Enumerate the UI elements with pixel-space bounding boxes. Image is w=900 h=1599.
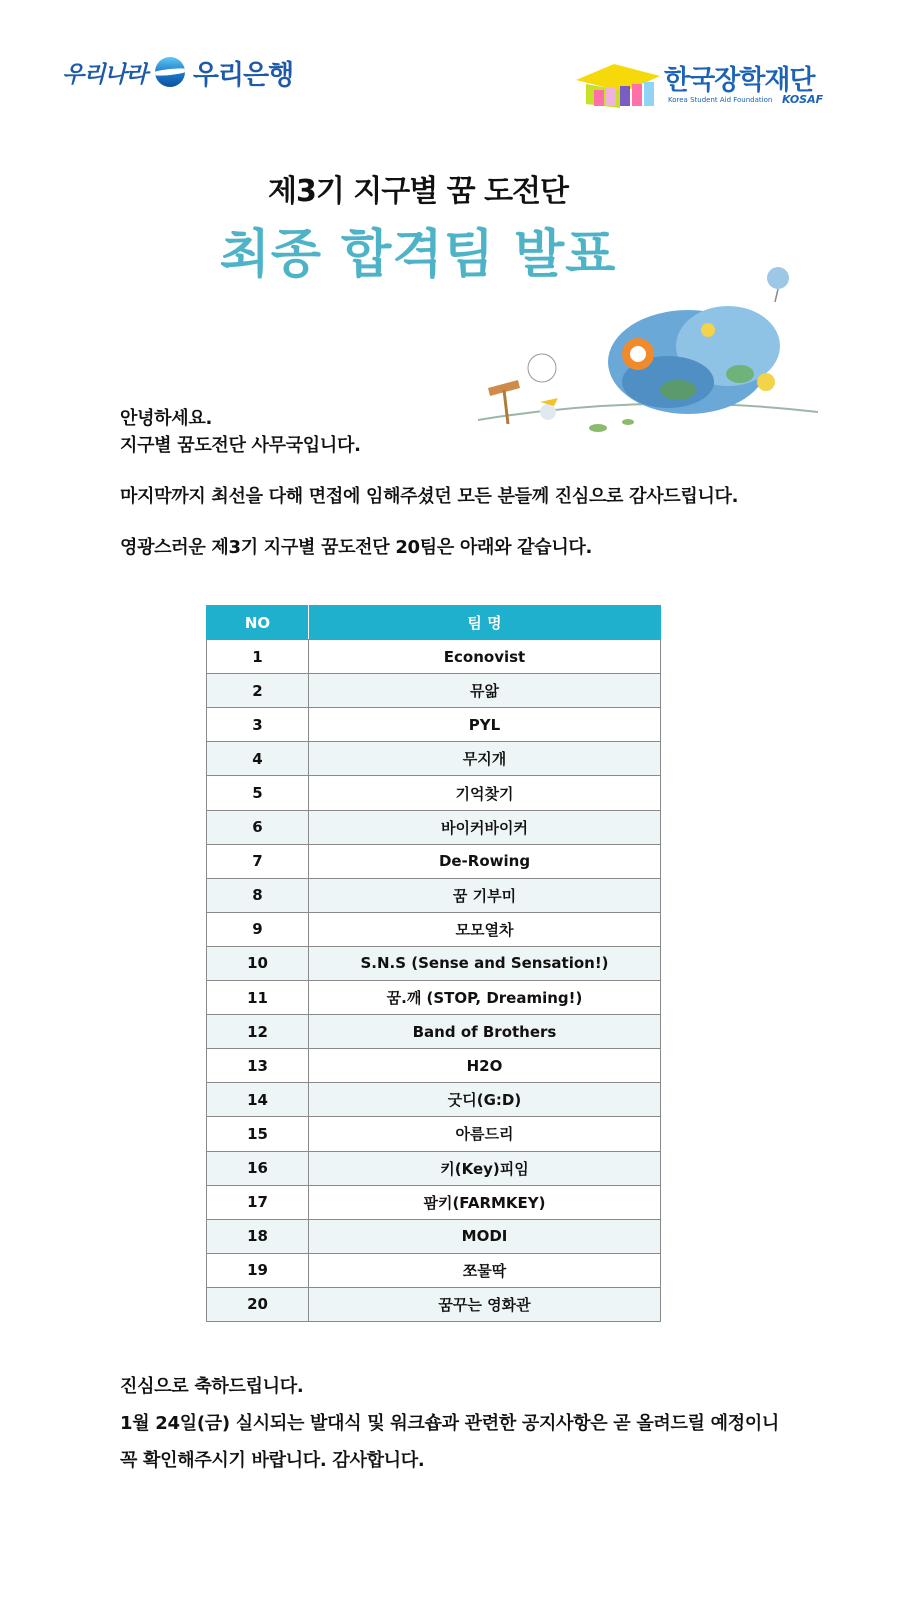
notice-text-line2: 꼭 확인해주시기 바랍니다. 감사합니다.: [120, 1450, 425, 1471]
header-team-name: 팀 명: [309, 606, 661, 640]
team-name: MODI: [309, 1219, 661, 1253]
team-number: 15: [207, 1117, 309, 1151]
table-row: [207, 844, 661, 878]
table-row: [207, 1185, 661, 1219]
page-title: 최종 합격팀 발표: [219, 225, 617, 285]
team-name: 모모열차: [309, 912, 661, 946]
woori-bank-name: 우리은행: [192, 59, 294, 91]
team-number: 5: [207, 776, 309, 810]
table-row: [207, 1015, 661, 1049]
table-row: [207, 1049, 661, 1083]
sender-text: 지구별 꿈도전단 사무국입니다.: [120, 435, 361, 456]
table-row: [207, 1287, 661, 1321]
woori-slogan: 우리나라: [62, 60, 147, 88]
team-name: 쪼물딱: [309, 1253, 661, 1287]
announce-text: 영광스러운 제3기 지구별 꿈도전단 20팀은 아래와 같습니다.: [120, 537, 593, 558]
team-name: H2O: [309, 1049, 661, 1083]
kosaf-logo: [576, 58, 826, 110]
table-row: [207, 708, 661, 742]
team-rows: [207, 640, 661, 1322]
dream-planet-illustration: [478, 262, 818, 442]
team-name: 꿈꾸는 영화관: [309, 1287, 661, 1321]
team-number: 8: [207, 878, 309, 912]
header-no: NO: [207, 606, 309, 640]
table-row: [207, 1117, 661, 1151]
table-row: [207, 878, 661, 912]
team-number: 3: [207, 708, 309, 742]
table-row: [207, 946, 661, 980]
team-number: 1: [207, 640, 309, 674]
team-number: 2: [207, 674, 309, 708]
table-row: [207, 1151, 661, 1185]
kosaf-abbreviation: KOSAF: [782, 93, 824, 106]
team-name: De-Rowing: [309, 844, 661, 878]
table-row: [207, 1083, 661, 1117]
team-name: 무지개: [309, 742, 661, 776]
table-row: [207, 1219, 661, 1253]
team-number: 13: [207, 1049, 309, 1083]
team-name: 뮤앎: [309, 674, 661, 708]
kosaf-english-name: Korea Student Aid Foundation: [668, 96, 773, 104]
team-results-table: [206, 605, 661, 1322]
table-row: [207, 742, 661, 776]
table-header-row: [207, 606, 661, 640]
woori-bank-logo: [62, 52, 293, 92]
congrats-text: 진심으로 축하드립니다.: [120, 1376, 304, 1397]
team-name: 바이커바이커: [309, 810, 661, 844]
notice-text-line1: 1월 24일(금) 실시되는 발대식 및 워크숍과 관련한 공지사항은 곧 올려드릴 예정이니: [120, 1413, 780, 1434]
team-number: 6: [207, 810, 309, 844]
team-name: PYL: [309, 708, 661, 742]
team-number: 18: [207, 1219, 309, 1253]
team-number: 20: [207, 1287, 309, 1321]
kosaf-house-icon: [576, 62, 660, 110]
table-row: [207, 912, 661, 946]
team-name: 꿈 기부미: [309, 878, 661, 912]
greeting-text: 안녕하세요.: [120, 408, 212, 429]
team-number: 11: [207, 981, 309, 1015]
team-name: Econovist: [309, 640, 661, 674]
team-name: 굿디(G:D): [309, 1083, 661, 1117]
woori-emblem-icon: [155, 57, 185, 87]
team-name: 기억찾기: [309, 776, 661, 810]
team-name: 아름드리: [309, 1117, 661, 1151]
table-row: [207, 810, 661, 844]
team-number: 12: [207, 1015, 309, 1049]
table-row: [207, 981, 661, 1015]
table-row: [207, 640, 661, 674]
team-name: 키(Key)피임: [309, 1151, 661, 1185]
team-number: 17: [207, 1185, 309, 1219]
table-row: [207, 674, 661, 708]
thanks-text: 마지막까지 최선을 다해 면접에 임해주셨던 모든 분들께 진심으로 감사드립니다.: [120, 486, 739, 507]
kosaf-name: 한국장학재단: [664, 65, 815, 96]
team-name: Band of Brothers: [309, 1015, 661, 1049]
team-number: 16: [207, 1151, 309, 1185]
team-number: 10: [207, 946, 309, 980]
team-number: 9: [207, 912, 309, 946]
team-name: 꿈.깨 (STOP, Dreaming!): [309, 981, 661, 1015]
table-row: [207, 1253, 661, 1287]
team-number: 4: [207, 742, 309, 776]
table-row: [207, 776, 661, 810]
team-number: 7: [207, 844, 309, 878]
team-name: S.N.S (Sense and Sensation!): [309, 946, 661, 980]
team-number: 14: [207, 1083, 309, 1117]
team-name: 팜키(FARMKEY): [309, 1185, 661, 1219]
page-subtitle: 제3기 지구별 꿈 도전단: [267, 174, 569, 209]
team-number: 19: [207, 1253, 309, 1287]
